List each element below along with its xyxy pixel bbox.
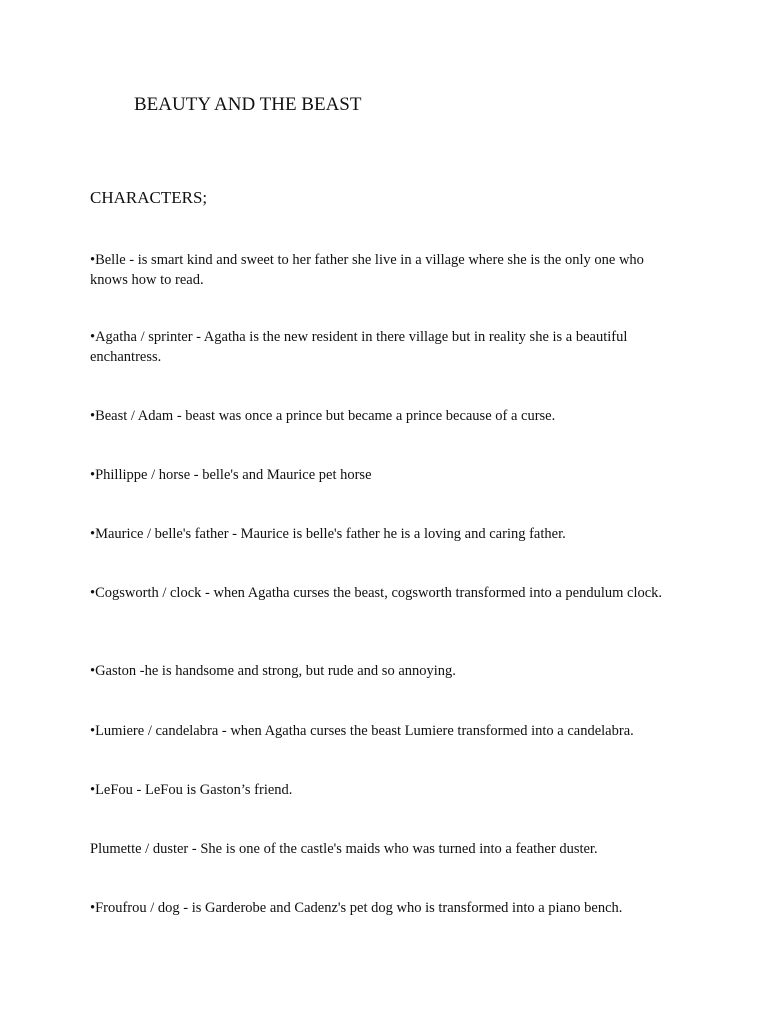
character-entry-maurice: •Maurice / belle's father - Maurice is belle's father he is a loving and caring father.	[90, 526, 566, 542]
character-entry-belle: •Belle - is smart kind and sweet to her father she live in a village where she is the only one who knows how to read.	[90, 252, 644, 288]
character-entry-plumette: Plumette / duster - She is one of the castle's maids who was turned into a feather duster.	[90, 841, 598, 857]
character-entry-lumiere: •Lumiere / candelabra - when Agatha curses the beast Lumiere transformed into a candelabra.	[90, 723, 634, 739]
character-entry-phillippe: •Phillippe / horse - belle's and Maurice pet horse	[90, 467, 372, 483]
character-entry-beast: •Beast / Adam - beast was once a prince but became a prince because of a curse.	[90, 408, 556, 424]
document-title: BEAUTY AND THE BEAST	[134, 94, 362, 115]
section-heading-characters: CHARACTERS;	[90, 188, 208, 207]
character-entry-gaston: •Gaston -he is handsome and strong, but rude and so annoying.	[90, 663, 456, 679]
character-entry-froufrou: •Froufrou / dog - is Garderobe and Cadenz's pet dog who is transformed into a piano bench.	[90, 900, 623, 916]
character-entry-cogsworth: •Cogsworth / clock - when Agatha curses the beast, cogsworth transformed into a pendulum clock.	[90, 585, 663, 601]
character-entry-lefou: •LeFou - LeFou is Gaston’s friend.	[90, 782, 293, 798]
character-entry-agatha: •Agatha / sprinter - Agatha is the new resident in there village but in reality she is a beautiful enchantress.	[90, 329, 628, 365]
